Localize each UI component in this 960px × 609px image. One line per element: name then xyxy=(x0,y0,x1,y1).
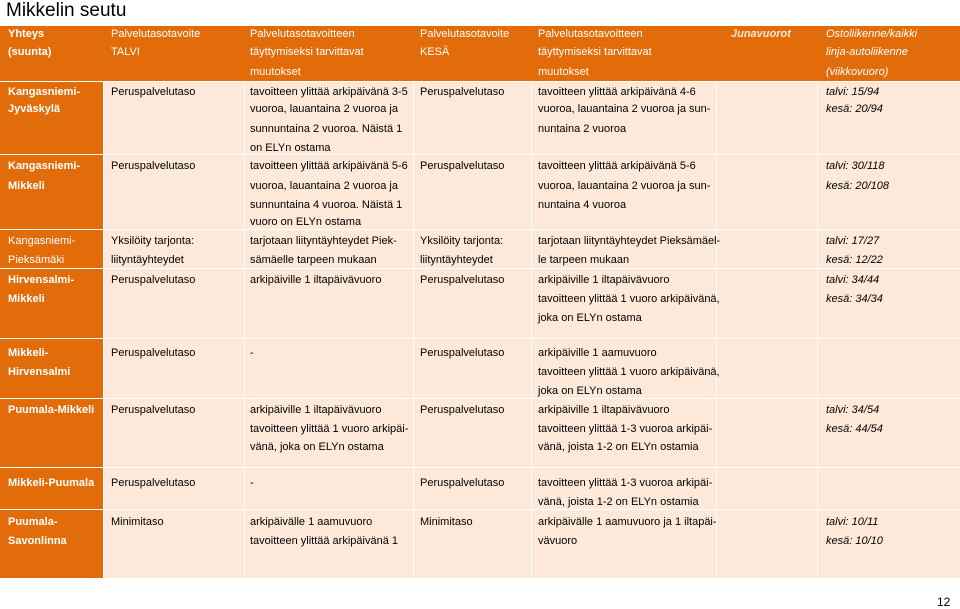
header-summer: Palvelutasotavoite xyxy=(420,28,510,40)
winter-change-line: arkipäiville 1 iltapäivävuoro xyxy=(250,404,382,416)
winter-change-line: - xyxy=(250,477,254,489)
header-purchased: Ostoliikenne/kaikki xyxy=(826,28,918,40)
winter-level: Peruspalvelutaso xyxy=(111,347,196,359)
summer-level: Minimitaso xyxy=(420,516,473,528)
summer-level: Yksilöity tarjonta: xyxy=(420,235,504,247)
summer-change-line: vänä, joista 1-2 on ELYn ostamia xyxy=(538,441,699,453)
winter-change-line: vuoro on ELYn ostama xyxy=(250,216,362,228)
winter-level: Peruspalvelutaso xyxy=(111,160,196,172)
summer-change-line: tavoitteen ylittää arkipäivänä 4-6 xyxy=(538,86,696,98)
header-summer-changes: täyttymiseksi tarvittavat xyxy=(538,46,652,58)
summer-change-line: arkipäivälle 1 aamuvuoro ja 1 iltapäi- xyxy=(538,516,717,528)
summer-level: Peruspalvelutaso xyxy=(420,404,505,416)
row-divider xyxy=(0,338,960,339)
header-purchased: (viikkovuoro) xyxy=(826,66,889,78)
header-summer-changes: Palvelutasotavoitteen xyxy=(538,28,643,40)
header-winter: Palvelutasotavoite xyxy=(111,28,201,40)
summer-level: Peruspalvelutaso xyxy=(420,274,505,286)
winter-change-line: - xyxy=(250,347,254,359)
page-number: 12 xyxy=(937,595,951,609)
purchased-value: talvi: 30/118 xyxy=(826,160,885,172)
route-name: Hirvensalmi- xyxy=(8,274,75,286)
purchased-value: talvi: 34/44 xyxy=(826,274,880,286)
purchased-value: talvi: 15/94 xyxy=(826,86,880,98)
row-divider xyxy=(0,268,960,269)
summer-change-line: joka on ELYn ostama xyxy=(538,385,642,397)
summer-change-line: vuoroa, lauantaina 2 vuoroa ja sun- xyxy=(538,180,711,192)
purchased-value: kesä: 34/34 xyxy=(826,293,883,305)
winter-change-line: tavoitteen ylittää 1 vuoro arkipäi- xyxy=(250,423,409,435)
summer-change-line: arkipäiville 1 iltapäivävuoro xyxy=(538,274,670,286)
row-divider xyxy=(0,229,960,230)
winter-level: Peruspalvelutaso xyxy=(111,86,196,98)
route-name: Kangasniemi- xyxy=(8,86,81,98)
winter-level: Peruspalvelutaso xyxy=(111,477,196,489)
purchased-value: talvi: 10/11 xyxy=(826,516,879,528)
summer-level: Peruspalvelutaso xyxy=(420,477,505,489)
summer-change-line: tavoitteen ylittää arkipäivänä 5-6 xyxy=(538,160,696,172)
winter-change-line: vuoroa, lauantaina 2 vuoroa ja xyxy=(250,180,398,192)
summer-level: liityntäyhteydet xyxy=(420,254,493,266)
route-name: Hirvensalmi xyxy=(8,366,71,378)
summer-change-line: vänä, joista 1-2 on ELYn ostamia xyxy=(538,496,699,508)
purchased-value: talvi: 17/27 xyxy=(826,235,880,247)
winter-level: Peruspalvelutaso xyxy=(111,274,196,286)
header-summer: KESÄ xyxy=(420,46,450,58)
purchased-value: kesä: 44/54 xyxy=(826,423,883,435)
summer-change-line: tarjotaan liityntäyhteydet Pieksämäel- xyxy=(538,235,721,247)
route-name: Jyväskylä xyxy=(8,103,60,115)
winter-change-line: vänä, joka on ELYn ostama xyxy=(250,441,384,453)
purchased-value: kesä: 12/22 xyxy=(826,254,883,266)
header-winter-changes: muutokset xyxy=(250,66,301,78)
train-column xyxy=(717,26,817,578)
row-divider xyxy=(0,509,960,510)
route-name: Kangasniemi- xyxy=(8,160,81,172)
summer-change-line: tavoitteen ylittää 1 vuoro arkipäivänä, xyxy=(538,366,720,378)
page-title: Mikkelin seutu xyxy=(6,0,127,21)
winter-change-line: tavoitteen ylittää arkipäivänä 5-6 xyxy=(250,160,408,172)
header-winter-changes: täyttymiseksi tarvittavat xyxy=(250,46,364,58)
route-name: Mikkeli xyxy=(8,180,45,192)
header-winter: TALVI xyxy=(111,46,140,58)
summer-change-line: tavoitteen ylittää 1-3 vuoroa arkipäi- xyxy=(538,477,713,489)
route-name: Mikkeli-Puumala xyxy=(8,477,95,489)
summer-change-line: vävuoro xyxy=(538,535,578,547)
summer-level: Peruspalvelutaso xyxy=(420,347,505,359)
header-winter-changes: Palvelutasotavoitteen xyxy=(250,28,355,40)
winter-level: Minimitaso xyxy=(111,516,164,528)
purchased-value: talvi: 34/54 xyxy=(826,404,880,416)
route-name: Puumala-Mikkeli xyxy=(8,404,95,416)
row-divider xyxy=(0,154,960,155)
header-summer-changes: muutokset xyxy=(538,66,589,78)
winter-change-line: sunnuntaina 4 vuoroa. Näistä 1 xyxy=(250,199,403,211)
route-name: Kangasniemi- xyxy=(8,235,76,247)
purchased-value: kesä: 20/94 xyxy=(826,103,883,115)
summer-change-line: joka on ELYn ostama xyxy=(538,312,642,324)
header-route: (suunta) xyxy=(8,46,52,58)
purchased-value: kesä: 20/108 xyxy=(826,180,889,192)
route-name: Puumala- xyxy=(8,516,58,528)
winter-column xyxy=(104,26,244,578)
winter-level: liityntäyhteydet xyxy=(111,254,184,266)
summer-column xyxy=(414,26,531,578)
winter-change-line: tavoitteen ylittää arkipäivänä 3-5 xyxy=(250,86,408,98)
winter-change-line: sämäelle tarpeen mukaan xyxy=(250,254,377,266)
winter-change-line: on ELYn ostama xyxy=(250,142,331,154)
winter-change-line: sunnuntaina 2 vuoroa. Näistä 1 xyxy=(250,123,403,135)
winter-level: Yksilöity tarjonta: xyxy=(111,235,195,247)
summer-change-line: tavoitteen ylittää 1 vuoro arkipäivänä, xyxy=(538,293,720,305)
route-name: Mikkeli xyxy=(8,293,45,305)
summer-change-line: le tarpeen mukaan xyxy=(538,254,630,266)
summer-change-line: tavoitteen ylittää 1-3 vuoroa arkipäi- xyxy=(538,423,713,435)
summer-change-line: nuntaina 4 vuoroa xyxy=(538,199,627,211)
header-trains: Junavuorot xyxy=(731,28,791,40)
summer-change-line: nuntaina 2 vuoroa xyxy=(538,123,627,135)
header-route: Yhteys xyxy=(8,28,45,40)
route-name: Pieksämäki xyxy=(8,254,65,266)
winter-change-line: tarjotaan liityntäyhteydet Piek- xyxy=(250,235,397,247)
route-name: Savonlinna xyxy=(8,535,67,547)
winter-change-line: tavoitteen ylittää arkipäivänä 1 xyxy=(250,535,398,547)
winter-change-line: arkipäivälle 1 aamuvuoro xyxy=(250,516,373,528)
winter-change-line: vuoroa, lauantaina 2 vuoroa ja xyxy=(250,103,398,115)
summer-change-line: vuoroa, lauantaina 2 vuoroa ja sun- xyxy=(538,103,711,115)
route-name: Mikkeli- xyxy=(8,347,49,359)
summer-change-line: arkipäiville 1 aamuvuoro xyxy=(538,347,657,359)
row-divider xyxy=(0,398,960,399)
winter-change-line: arkipäiville 1 iltapäivävuoro xyxy=(250,274,382,286)
summer-change-line: arkipäiville 1 iltapäivävuoro xyxy=(538,404,670,416)
row-divider xyxy=(0,467,960,468)
summer-level: Peruspalvelutaso xyxy=(420,160,505,172)
summer-level: Peruspalvelutaso xyxy=(420,86,505,98)
purchased-value: kesä: 10/10 xyxy=(826,535,883,547)
winter-level: Peruspalvelutaso xyxy=(111,404,196,416)
header-purchased: linja-autoliikenne xyxy=(826,46,908,58)
row-divider xyxy=(0,81,960,82)
